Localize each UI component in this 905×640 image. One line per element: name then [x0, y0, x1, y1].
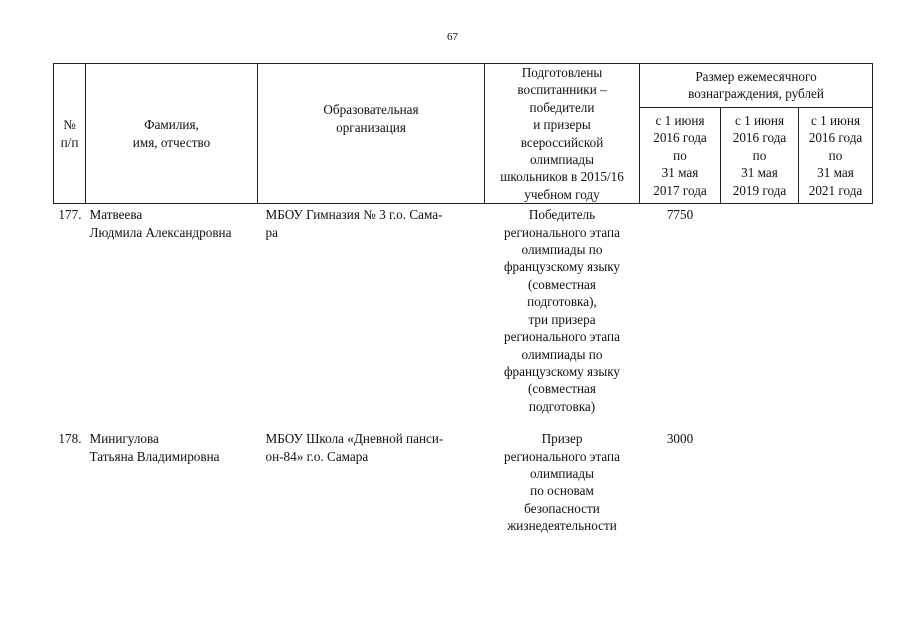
awards-table: [53, 63, 873, 535]
header-prepared-students: Подготовлены воспитанники – победители и призеры всероссийской олимпиады школьников в 2015/16 учебном году: [485, 64, 640, 204]
header-award-size: Размер ежемесячного вознаграждения, рублей: [640, 64, 873, 108]
table-row: [54, 204, 873, 429]
row-result: Победитель регионального этапа олимпиады по французскому языку (совместная подготовка), три призера регионального этапа олимпиады по французскому языку (совместная подготовка): [503, 207, 621, 414]
row-result: Призер регионального этапа олимпиады по основам безопасности жизнедеятельности: [504, 431, 620, 534]
row-name: Матвеева Людмила Александровна: [89, 207, 232, 240]
row-organization: МБОУ Школа «Дневной панси- он-84» г.о. Самара: [265, 431, 444, 464]
row-amount-2019: [721, 204, 799, 429]
header-name: Фамилия, имя, отчество: [86, 64, 258, 204]
header-period-2019: с 1 июня 2016 года по 31 мая 2019 года: [721, 107, 799, 204]
page-number: 67: [447, 31, 458, 43]
row-amount-2021: [799, 204, 873, 429]
row-amount-2017: 3000: [666, 431, 694, 447]
row-organization: МБОУ Гимназия № 3 г.о. Сама- ра: [265, 207, 443, 240]
row-name: Минигулова Татьяна Владимировна: [89, 431, 220, 464]
row-amount-2021: [799, 428, 873, 534]
table-row: [54, 428, 873, 534]
table-header: [54, 64, 873, 204]
header-number: № п/п: [54, 64, 86, 204]
row-number: 177.: [58, 207, 82, 223]
header-organization: Образовательная организация: [258, 64, 485, 204]
header-period-2021: с 1 июня 2016 года по 31 мая 2021 года: [799, 107, 873, 204]
header-period-2017: с 1 июня 2016 года по 31 мая 2017 года: [640, 107, 721, 204]
row-amount-2017: 7750: [666, 207, 694, 223]
row-number: 178.: [58, 431, 82, 447]
row-amount-2019: [721, 428, 799, 534]
